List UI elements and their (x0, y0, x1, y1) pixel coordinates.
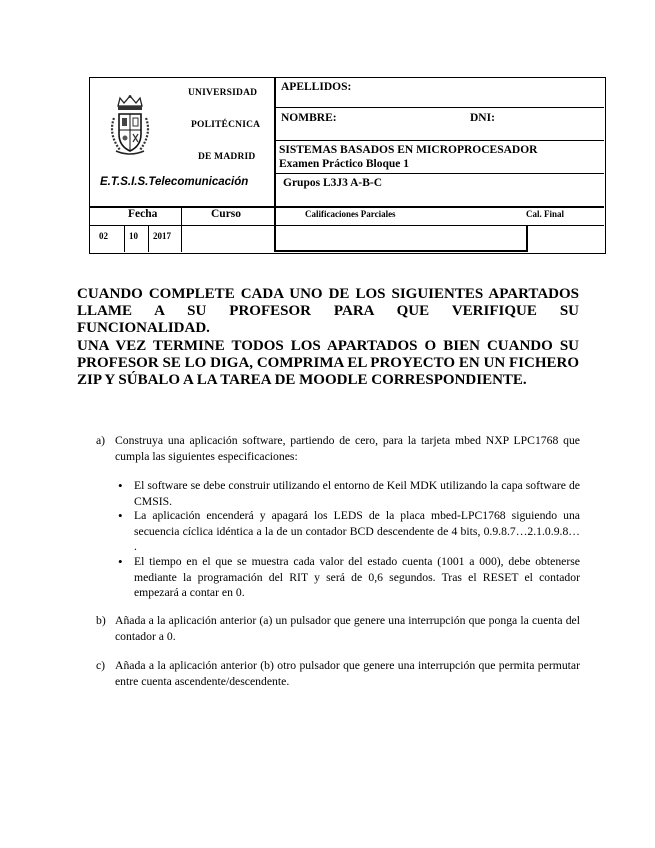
groups-label: Grupos L3J3 A-B-C (283, 177, 383, 189)
nombre-label: NOMBRE: (281, 112, 337, 124)
question-a-bullet-2: La aplicación encenderá y apagará los LEDS de la placa mbed-LPC1768 siguiendo una secuencia cíclica idéntica a la de un contador BCD descendente de 4 bits, 0.9.8.7…2.1.0.9.8… . (134, 509, 580, 554)
coat-of-arms-icon (106, 94, 154, 158)
university-line-2: POLITÉCNICA (191, 120, 261, 130)
question-a-bullet-1: El software se debe construir utilizando el entorno de Keil MDK utilizando la capa software de CMSIS. (134, 479, 580, 508)
instruction-2: UNA VEZ TERMINE TODOS LOS APARTADOS O BIEN CUANDO SU PROFESOR SE LO DIGA, COMPRIMA EL PROYECTO EN UN FICHERO ZIP Y SÚBALO A LA TAREA DE MOODLE CORRESPONDIENTE. (77, 338, 579, 388)
instruction-1: CUANDO COMPLETE CADA UNO DE LOS SIGUIENTES APARTADOS LLAME A SU PROFESOR PARA QUE VERIFIQUE SU FUNCIONALIDAD. (77, 286, 579, 336)
bullet-icon: • (118, 478, 123, 493)
divider (274, 250, 528, 252)
question-c-text: Añada a la aplicación anterior (b) otro pulsador que genere una interrupción que permita permutar entre cuenta ascendente/descendente. (115, 659, 580, 688)
bullet-icon: • (118, 508, 123, 523)
university-line-1: UNIVERSIDAD (188, 88, 258, 98)
divider (274, 140, 604, 141)
university-line-3: DE MADRID (198, 152, 256, 162)
date-day: 02 (99, 231, 108, 241)
divider (90, 206, 604, 208)
date-month: 10 (129, 231, 138, 241)
date-year: 2017 (153, 231, 171, 241)
calificaciones-label: Calificaciones Parciales (305, 209, 396, 219)
divider (124, 225, 125, 252)
divider (274, 107, 604, 108)
curso-label: Curso (211, 208, 242, 220)
divider (526, 225, 528, 252)
cal-final-label: Cal. Final (526, 209, 565, 219)
fecha-label: Fecha (128, 208, 158, 220)
bullet-icon: • (118, 554, 123, 569)
exam-title: Examen Práctico Bloque 1 (279, 158, 409, 170)
question-c-label: c) (96, 659, 106, 672)
question-a-label: a) (96, 434, 106, 447)
question-a-bullet-3: El tiempo en el que se muestra cada valor del estado cuenta (1001 a 000), debe obtenerse mediante la programación del RIT y será de 0,6 segundos. Tras el RESET el contador empezará a contar en 0. (134, 555, 580, 600)
question-b-label: b) (96, 614, 106, 627)
course-title: SISTEMAS BASADOS EN MICROPROCESADOR (279, 144, 538, 156)
dni-label: DNI: (470, 112, 495, 124)
divider (274, 173, 604, 174)
question-a-text: Construya una aplicación software, partiendo de cero, para la tarjeta mbed NXP LPC1768 que cumpla las siguientes especificaciones: (115, 434, 580, 463)
school-name: E.T.S.I.S.Telecomunicación (100, 176, 249, 188)
question-b-text: Añada a la aplicación anterior (a) un pulsador que genere una interrupción que ponga la cuenta del contador a 0. (115, 614, 580, 643)
divider (181, 206, 182, 252)
header-table (89, 77, 606, 254)
divider (148, 225, 149, 252)
apellidos-label: APELLIDOS: (281, 81, 352, 93)
